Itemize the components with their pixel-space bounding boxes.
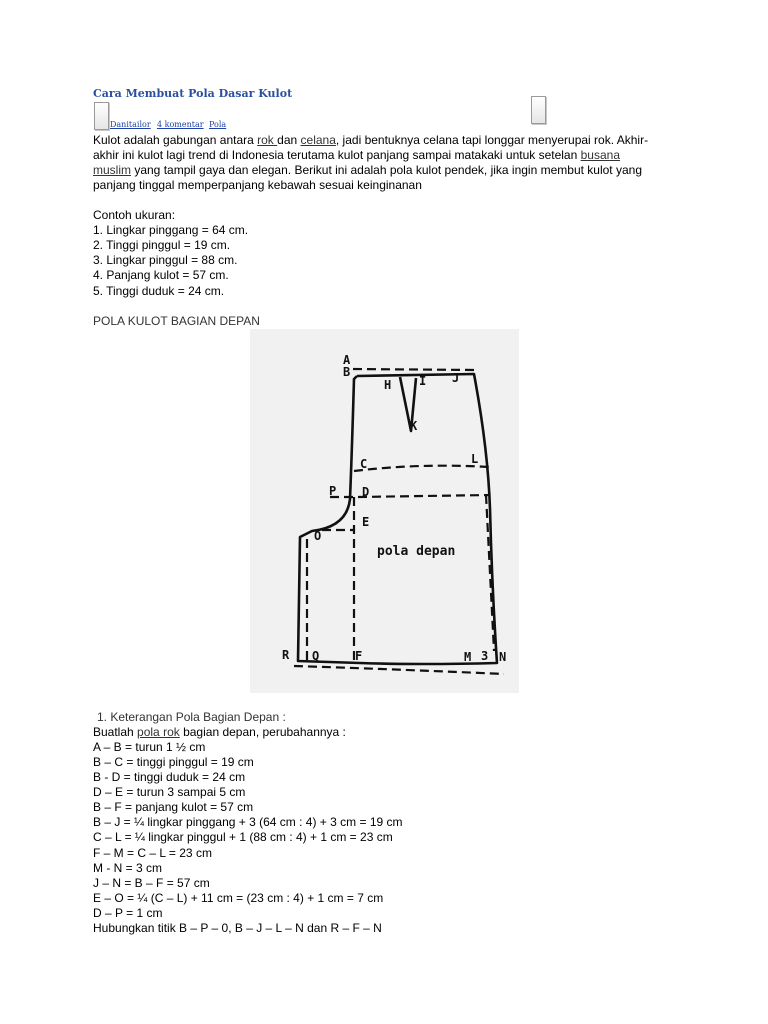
explanation-step: Hubungkan titik B – P – 0, B – J – L – N dan R – F – N: [93, 921, 382, 935]
dashed-line-waist: [353, 369, 476, 370]
pattern-diagram-svg: [250, 329, 519, 693]
post-title[interactable]: Cara Membuat Pola Dasar Kulot: [93, 87, 293, 100]
measurement-item: 2. Tinggi pinggul = 19 cm.: [93, 238, 231, 252]
author-avatar-placeholder: [94, 102, 109, 130]
label-p: P: [329, 484, 337, 498]
measurement-item: 3. Lingkar pinggul = 88 cm.: [93, 253, 238, 267]
label-q: Q: [312, 649, 320, 663]
label-link[interactable]: Pola: [209, 120, 227, 129]
label-i: I: [419, 374, 427, 388]
explanation-step: D – P = 1 cm: [93, 906, 163, 920]
intro-text: yang tampil gaya dan elegan. Berikut ini adalah pola kulot pendek, jika ingin membut kulot yang: [131, 163, 642, 177]
explanation-step: B - D = tinggi duduk = 24 cm: [93, 770, 246, 784]
intro-text: , jadi bentuknya celana tapi longgar menyerupai rok. Akhir-: [335, 133, 649, 147]
label-l: L: [471, 452, 479, 466]
label-r: R: [282, 648, 290, 662]
intro-text: Kulot adalah gabungan antara: [93, 133, 258, 147]
label-c: C: [360, 457, 368, 471]
intro-text: dan: [277, 133, 301, 147]
label-j: J: [452, 371, 460, 385]
explanation-step: C – L = ¼ lingkar pinggul + 1 (88 cm : 4) + 1 cm = 23 cm: [93, 830, 393, 844]
explanation-intro: bagian depan, perubahannya :: [179, 725, 346, 739]
explanation-intro: Buatlah: [93, 725, 138, 739]
explanation-step: B – F = panjang kulot = 57 cm: [93, 800, 254, 814]
explanation-step: J – N = B – F = 57 cm: [93, 876, 210, 890]
label-m: M: [464, 650, 472, 664]
dashed-line-hip: [354, 466, 490, 471]
label-f: F: [355, 649, 363, 663]
pattern-diagram: [250, 329, 519, 693]
author-link[interactable]: Danitailor: [110, 120, 151, 129]
label-n: N: [499, 650, 507, 664]
label-d: D: [362, 485, 370, 499]
explanation-step: B – J = ¼ lingkar pinggang + 3 (64 cm : 4) + 3 cm = 19 cm: [93, 815, 403, 829]
rok-link[interactable]: rok: [257, 133, 278, 147]
celana-link[interactable]: celana: [300, 133, 336, 147]
pattern-label: pola depan: [377, 544, 456, 559]
label-o: O: [314, 529, 322, 543]
dashed-line-hem: [294, 666, 504, 674]
intro-text: panjang tinggal memperpanjang kebawah sesuai keinginanan: [93, 178, 422, 192]
measurements-heading: Contoh ukuran:: [93, 208, 176, 222]
label-k: K: [410, 419, 418, 433]
label-b: B: [343, 365, 351, 379]
dashed-line-seat: [330, 495, 490, 497]
image-placeholder: [531, 96, 546, 124]
measurement-item: 5. Tinggi duduk = 24 cm.: [93, 284, 225, 298]
busana-link[interactable]: busana: [580, 148, 620, 162]
label-h: H: [384, 378, 392, 392]
label-e: E: [362, 515, 370, 529]
section-title: POLA KULOT BAGIAN DEPAN: [93, 314, 260, 328]
measurement-item: 4. Panjang kulot = 57 cm.: [93, 268, 229, 282]
label-3: 3: [481, 649, 489, 663]
explanation-heading: 1. Keterangan Pola Bagian Depan :: [97, 710, 286, 724]
explanation-step: B – C = tinggi pinggul = 19 cm: [93, 755, 254, 769]
explanation-step: F – M = C – L = 23 cm: [93, 846, 212, 860]
comments-link[interactable]: 4 komentar: [157, 120, 204, 129]
pattern-outline: [298, 374, 497, 664]
explanation-step: D – E = turun 3 sampai 5 cm: [93, 785, 246, 799]
intro-text: akhir ini kulot lagi trend di Indonesia terutama kulot panjang sampai matakaki untuk setelan: [93, 148, 581, 162]
label-a: A: [343, 353, 351, 367]
explanation-step: M - N = 3 cm: [93, 861, 163, 875]
measurement-item: 1. Lingkar pinggang = 64 cm.: [93, 223, 249, 237]
muslim-link[interactable]: muslim: [93, 163, 131, 177]
pola-rok-link[interactable]: pola rok: [137, 725, 180, 739]
explanation-step: E – O = ¼ (C – L) + 11 cm = (23 cm : 4) + 1 cm = 7 cm: [93, 891, 384, 905]
explanation-step: A – B = turun 1 ½ cm: [93, 740, 206, 754]
